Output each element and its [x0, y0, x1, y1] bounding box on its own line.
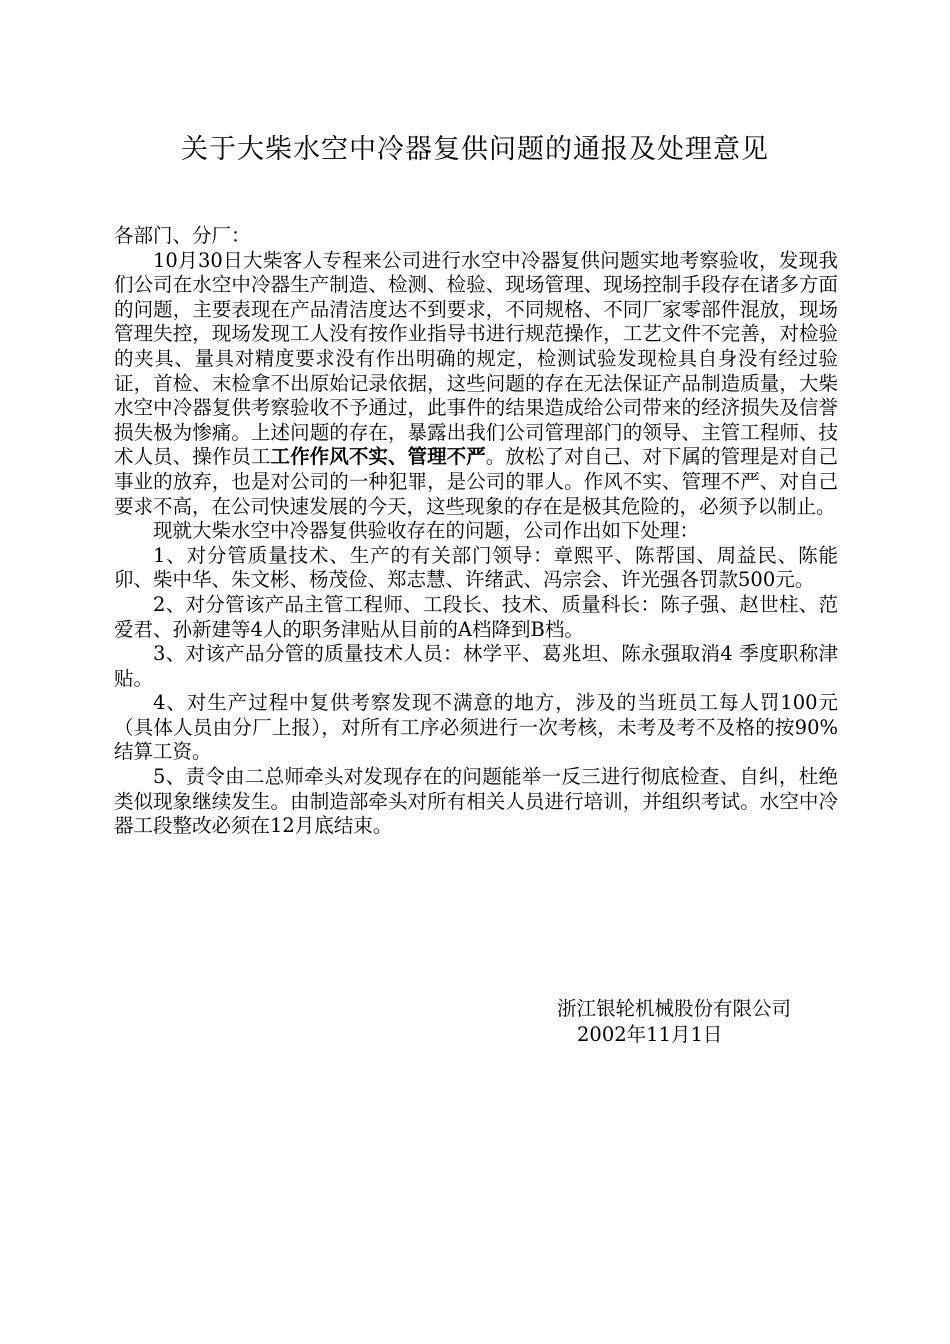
- decision-item-3: 3、对该产品分管的质量技术人员：林学平、葛兆坦、陈永强取消4 季度职称津贴。: [114, 642, 838, 690]
- bold-emphasis: 工作作风不实、管理不严: [270, 445, 486, 469]
- document-title: 关于大柴水空中冷器复供问题的通报及处理意见: [181, 134, 769, 165]
- paragraph-decision-intro: 现就大柴水空中冷器复供验收存在的问题，公司作出如下处理：: [153, 519, 700, 543]
- salutation: 各部门、分厂：: [114, 224, 251, 247]
- paragraph-incident-text-end: 。放松了对自己、对下属的管理是对自己事业的放弃，也是对公司的一种犯罪，是公司的罪人。作风不实、管理不严、对自己要求不高，在公司快速发展的今天，这些现象的存在是极其危险的，必须予以制止。: [114, 445, 838, 518]
- paragraph-incident-text: 10月30日大柴客人专程来公司进行水空中冷器复供问题实地考察验收，发现我们公司在水空中冷器生产制造、检测、检验、现场管理、现场控制手段存在诸多方面的问题，主要表现在产品清洁度达不到要求，不同规格、不同厂家零部件混放，现场管理失控，现场发现工人没有按作业指导书进行规范操作，工艺文件不完善，对检验的夹具、量具对精度要求没有作出明确的规定，检测试验发现检具自身没有经过验证，首检、末检拿不出原始记录依据，这些问题的存在无法保证产品制造质量，大柴水空中冷器复供考察验收不予通过，此事件的结果造成给公司带来的经济损失及信誉损失极为惨痛。上述问题的存在，暴露出我们公司管理部门的领导、主管工程师、技术人员、操作员工: [114, 248, 838, 469]
- decision-item-1: 1、对分管质量技术、生产的有关部门领导：章熙平、陈帮国、周益民、陈能卯、柴中华、朱文彬、杨茂俭、郑志慧、许绪武、冯宗会、许光强各罚款500元。: [114, 543, 838, 592]
- decision-item-5: 5、责令由二总师牵头对发现存在的问题能举一反三进行彻底检查、自纠，杜绝类似现象继续发生。由制造部牵头对所有相关人员进行培训，并组织考试。水空中冷器工段整改必须在12月底结束。: [114, 765, 838, 838]
- decision-item-2: 2、对分管该产品主管工程师、工段长、技术、质量科长：陈子强、赵世柱、范爱君、孙新建等4人的职务津贴从目前的A档降到B档。: [114, 592, 838, 641]
- signature-block: [557, 996, 791, 1048]
- decision-item-4: 4、对生产过程中复供考察发现不满意的地方，涉及的当班员工每人罚100元（具体人员由分厂上报），对所有工序必须进行一次考核，未考及考不及格的按90%结算工资。: [114, 691, 838, 764]
- paragraph-incident: [114, 249, 838, 520]
- document-body: [114, 224, 838, 839]
- signature-date: 2002年11月1日: [577, 1023, 723, 1046]
- signature-company: 浙江银轮机械股份有限公司: [557, 997, 792, 1020]
